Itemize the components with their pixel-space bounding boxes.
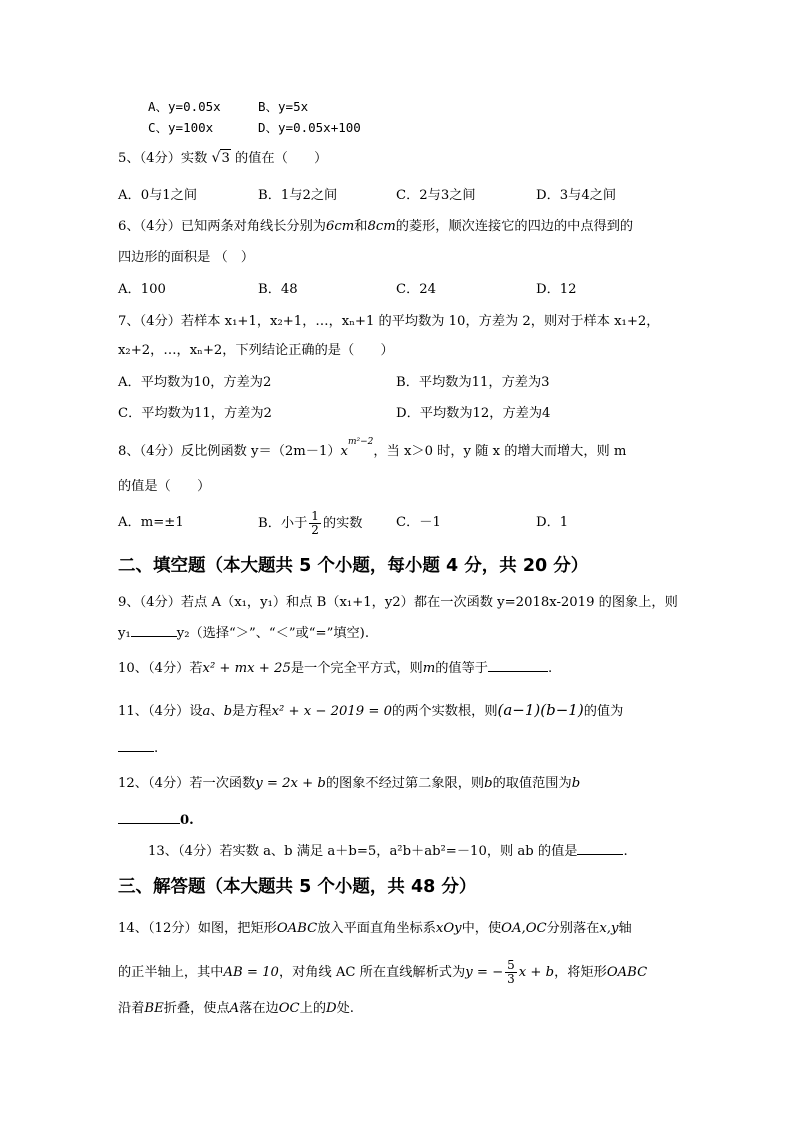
q8-option-c: C．－1 [396,515,441,530]
q8-line1: 8、（4分）反比例函数 $y=(2m-1)x^{m^2-2}$，当 x＞0 时，y 随 x 的增大而增大，则 m [118,436,627,459]
q5-option-c: C．2与3之间 [396,188,476,203]
q8-option-b: B．小于 $\frac{1}{2}$ 的实数 [258,509,363,537]
q10: 10、（4分）若x² + mx + 25是一个完全平方式，则m的值等于 . [118,661,553,676]
q14-line3: 沿着BE折叠，使点A落在边OC上的D处. [118,1001,354,1016]
section-title-solutions: 三、解答题（本大题共 5 个小题，共 48 分） [118,877,477,897]
one-half-fraction: $\frac{1}{2}$ [311,509,319,537]
q6-option-a: A．100 [118,282,166,297]
q11-line2: . [118,740,158,758]
q11-answer-blank[interactable] [118,751,154,752]
q5-radicand: 3 [221,151,230,166]
q5-option-b: B．1与2之间 [258,188,338,203]
q6-option-c: C．24 [396,282,437,297]
q7-option-b: B．平均数为11，方差为3 [396,375,550,390]
q4-option-d: D、y=0.05x+100 [258,120,361,135]
q6-line1: 6、（4分）已知两条对角线长分别为6cm和8cm的菱形，顺次连接它的四边的中点得到的 [118,219,634,234]
q12-line1: 12、（4分）若一次函数y = 2x + b的图象不经过第二象限，则b的取值范围为b [118,776,581,791]
q7-option-d: D．平均数为12，方差为4 [396,406,551,421]
q4-option-b: B、y=5x [258,99,309,114]
q8-exponent: m²−2 [347,436,374,447]
q4-option-a: A、y=0.05x [148,99,221,114]
q5-option-d: D．3与4之间 [536,188,617,203]
q6-option-b: B．48 [258,282,298,297]
q8-option-d: D．1 [536,515,569,530]
q13-answer-blank[interactable] [577,854,623,855]
q5-stem: 5、（4分）实数 √3 的值在（ ） [118,150,328,166]
q8-option-a: A．m=±1 [118,515,184,530]
q7-option-a: A．平均数为10，方差为2 [118,375,272,390]
q9-line2: y₁ y₂（选择“＞”、“＜”或“=”填空). [118,626,370,641]
q6-line2: 四边形的面积是 （ ） [118,250,255,265]
q13: 13、（4分）若实数 a、b 满足 a＋b=5，a²b＋ab²=－10，则 ab 的值是 . [148,844,628,859]
q12-answer-blank[interactable] [118,823,180,824]
q14-line2: 的正半轴上，其中AB = 10，对角线 AC 所在直线解析式为y = − $\frac{5}{3}$ x + b，将矩形OABC [118,958,648,986]
q12-line2: 0. [118,812,194,830]
sqrt-symbol: √ [211,150,221,166]
q4-option-c: C、y=100x [148,120,214,135]
q5-option-a: A．0与1之间 [118,188,198,203]
q14-line1: 14、（12分）如图，把矩形OABC放入平面直角坐标系xOy中，使OA,OC分别落在x,y轴 [118,921,632,936]
q6-option-d: D．12 [536,282,577,297]
q9-line1: 9、（4分）若点 A（x₁，y₁）和点 B（x₁+1，y2）都在一次函数 y=2018x-2019 的图象上，则 [118,595,678,610]
q9-answer-blank[interactable] [131,636,177,637]
q11-line1: 11、（4分）设a、b是方程x² + x − 2019 = 0的两个实数根，则(a−1)(b−1)的值为 [118,701,624,719]
five-thirds-fraction: $\frac{5}{3}$ [507,958,515,986]
section-title-fill-in: 二、填空题（本大题共 5 个小题，每小题 4 分，共 20 分） [118,556,589,576]
q7-option-c: C．平均数为11，方差为2 [118,406,272,421]
q7-line1: 7、（4分）若样本 x₁+1，x₂+1，…，xₙ+1 的平均数为 10，方差为 2，则对于样本 x₁+2， [118,314,660,329]
q7-line2: x₂+2，…，xₙ+2，下列结论正确的是（ ） [118,343,394,358]
q8-line2: 的值是（ ） [118,479,211,494]
q10-answer-blank[interactable] [488,671,548,672]
